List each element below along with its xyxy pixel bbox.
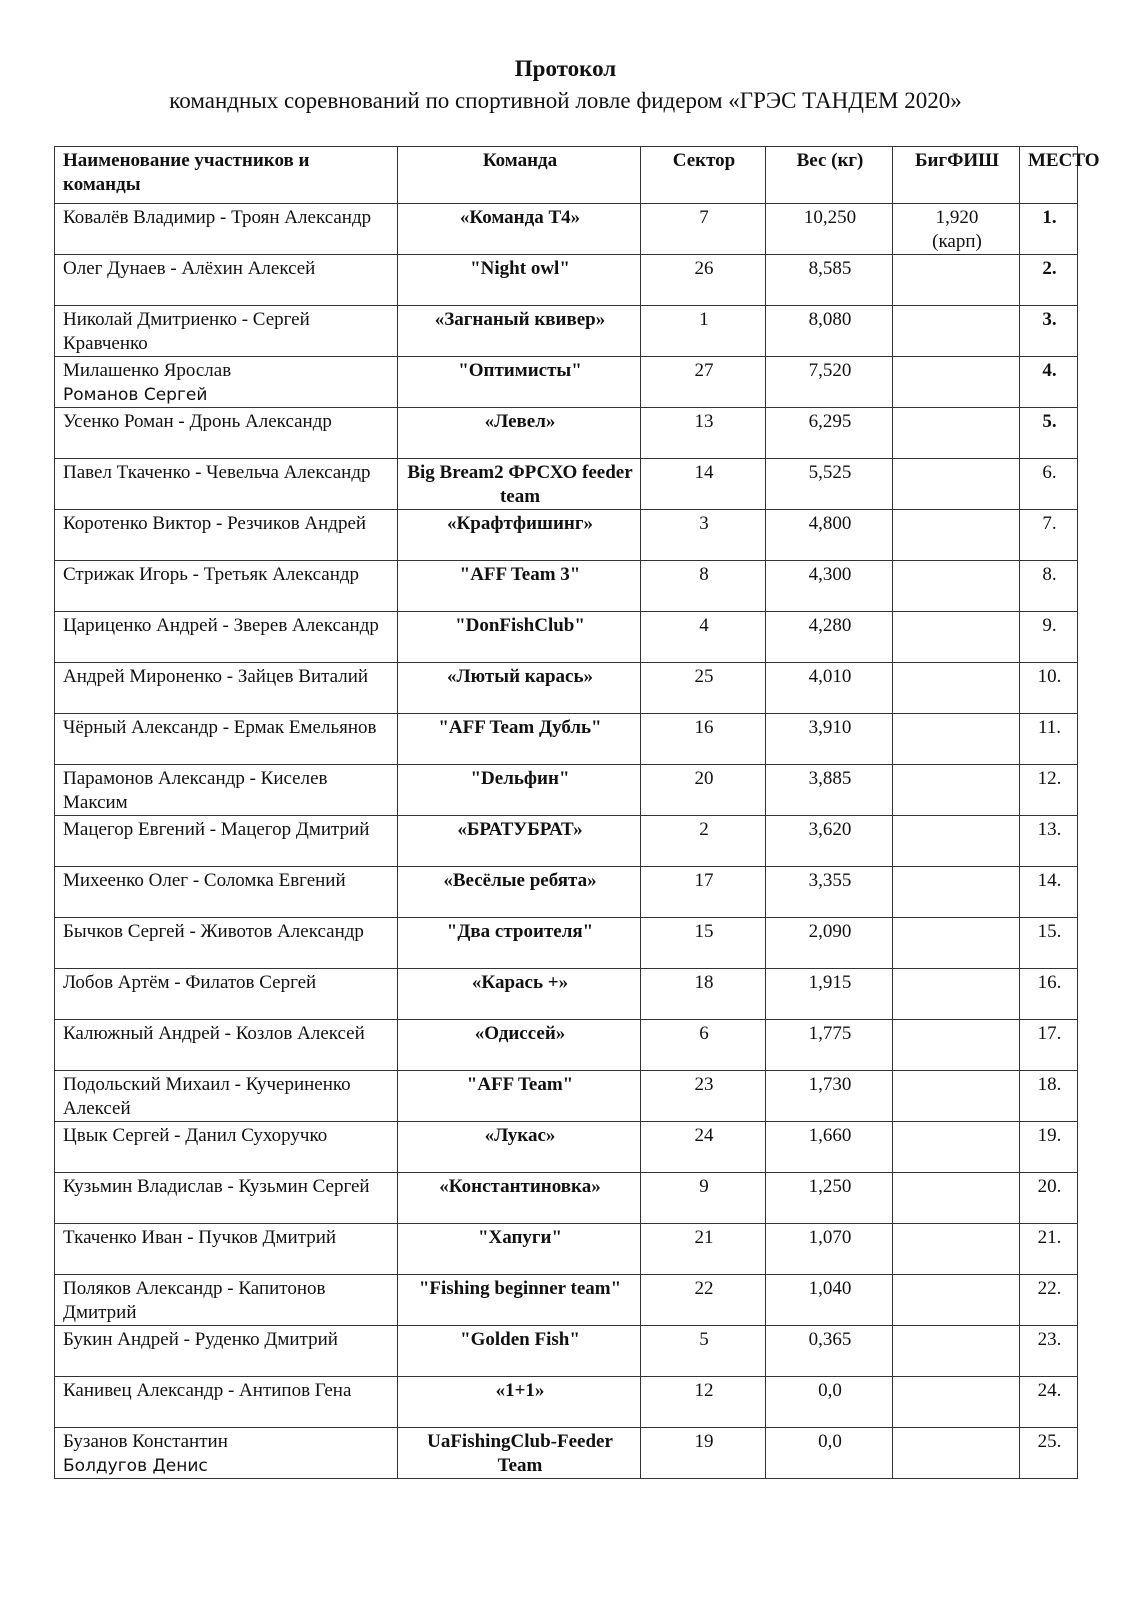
weight-cell: 4,300: [766, 561, 893, 612]
weight-cell: 1,915: [766, 969, 893, 1020]
weight-cell: 1,730: [766, 1071, 893, 1122]
participant-names: Павел Ткаченко - Чевельча Александр: [63, 462, 371, 483]
participants-cell: [55, 459, 398, 510]
participants-cell: [55, 357, 398, 408]
weight-cell: 3,885: [766, 765, 893, 816]
header-place: МЕСТО: [1020, 147, 1078, 204]
bigfish-cell: [893, 816, 1020, 867]
sector-cell: 16: [641, 714, 766, 765]
table-row: [55, 1326, 1078, 1377]
sector-cell: 24: [641, 1122, 766, 1173]
place-cell: 6.: [1020, 459, 1078, 510]
table-body: [55, 204, 1078, 1479]
results-table: [54, 146, 1100, 1479]
bigfish-cell: [893, 969, 1020, 1020]
table-row: [55, 204, 1078, 255]
team-cell: «Команда Т4»: [398, 204, 641, 255]
table-row: [55, 765, 1078, 816]
participants-cell: [55, 510, 398, 561]
team-cell: «Левел»: [398, 408, 641, 459]
bigfish-cell: [893, 204, 1020, 255]
participant-names: Цвык Сергей - Данил Сухоручко: [63, 1125, 328, 1146]
sector-cell: 6: [641, 1020, 766, 1071]
participants-cell: [55, 1377, 398, 1428]
bigfish-cell: [893, 1428, 1020, 1479]
participants-cell: [55, 1428, 398, 1479]
participants-cell: [55, 306, 398, 357]
participant-names: Бычков Сергей - Животов Александр: [63, 921, 364, 942]
place-cell: 14.: [1020, 867, 1078, 918]
place-cell: 21.: [1020, 1224, 1078, 1275]
bigfish-cell: [893, 1020, 1020, 1071]
place-cell: 4.: [1020, 357, 1078, 408]
sector-cell: 17: [641, 867, 766, 918]
weight-cell: 8,080: [766, 306, 893, 357]
table-row: [55, 459, 1078, 510]
bigfish-cell: [893, 765, 1020, 816]
sector-cell: 25: [641, 663, 766, 714]
weight-cell: 3,910: [766, 714, 893, 765]
place-cell: 19.: [1020, 1122, 1078, 1173]
header-sector: Сектор: [641, 147, 766, 204]
team-cell: UaFishingClub-Feeder Team: [398, 1428, 641, 1479]
sector-cell: 7: [641, 204, 766, 255]
weight-cell: 2,090: [766, 918, 893, 969]
place-cell: 24.: [1020, 1377, 1078, 1428]
place-cell: 17.: [1020, 1020, 1078, 1071]
participant-names: Усенко Роман - Дронь Александр: [63, 411, 332, 432]
table-row: [55, 918, 1078, 969]
place-cell: 16.: [1020, 969, 1078, 1020]
participants-cell: [55, 408, 398, 459]
sector-cell: 26: [641, 255, 766, 306]
participant-names: Кузьмин Владислав - Кузьмин Сергей: [63, 1176, 370, 1197]
participant-names: Коротенко Виктор - Резчиков Андрей: [63, 513, 367, 534]
participant-names: Николай Дмитриенко - Сергей Кравченко: [63, 309, 310, 354]
sector-cell: 5: [641, 1326, 766, 1377]
sector-cell: 2: [641, 816, 766, 867]
table-row: [55, 1224, 1078, 1275]
place-cell: 3.: [1020, 306, 1078, 357]
team-cell: Big Bream2 ФРСХО feeder team: [398, 459, 641, 510]
participant-names: Канивец Александр - Антипов Гена: [63, 1380, 352, 1401]
bigfish-note: (карп): [932, 231, 982, 252]
sector-cell: 15: [641, 918, 766, 969]
sector-cell: 4: [641, 612, 766, 663]
table-row: [55, 714, 1078, 765]
place-cell: 22.: [1020, 1275, 1078, 1326]
weight-cell: 4,800: [766, 510, 893, 561]
sector-cell: 23: [641, 1071, 766, 1122]
team-cell: «1+1»: [398, 1377, 641, 1428]
participants-cell: [55, 1122, 398, 1173]
participant-names: Лобов Артём - Филатов Сергей: [63, 972, 317, 993]
place-cell: 9.: [1020, 612, 1078, 663]
table-row: [55, 1173, 1078, 1224]
table-row: [55, 867, 1078, 918]
bigfish-cell: [893, 1173, 1020, 1224]
sector-cell: 20: [641, 765, 766, 816]
participants-cell: [55, 714, 398, 765]
weight-cell: 4,010: [766, 663, 893, 714]
sector-cell: 27: [641, 357, 766, 408]
participant-second-name: Романов Сергей: [63, 385, 208, 405]
participant-names: Ковалёв Владимир - Троян Александр: [63, 207, 372, 228]
header-participants: Наименование участников и команды: [55, 147, 398, 204]
table-row: [55, 408, 1078, 459]
place-cell: 1.: [1020, 204, 1078, 255]
participants-cell: [55, 561, 398, 612]
header-weight: Вес (кг): [766, 147, 893, 204]
weight-cell: 4,280: [766, 612, 893, 663]
place-cell: 20.: [1020, 1173, 1078, 1224]
table-row: [55, 306, 1078, 357]
table-row: [55, 969, 1078, 1020]
participants-cell: [55, 255, 398, 306]
participant-names: Цариценко Андрей - Зверев Александр: [63, 615, 379, 636]
bigfish-cell: [893, 255, 1020, 306]
participants-cell: [55, 1275, 398, 1326]
sector-cell: 13: [641, 408, 766, 459]
participant-names: Милашенко Ярослав: [63, 360, 232, 381]
sector-cell: 22: [641, 1275, 766, 1326]
table-row: [55, 1122, 1078, 1173]
table-row: [55, 1020, 1078, 1071]
participants-cell: [55, 765, 398, 816]
weight-cell: 1,070: [766, 1224, 893, 1275]
team-cell: "Night owl": [398, 255, 641, 306]
weight-cell: 1,040: [766, 1275, 893, 1326]
place-cell: 25.: [1020, 1428, 1078, 1479]
weight-cell: 0,0: [766, 1377, 893, 1428]
participant-names: Калюжный Андрей - Козлов Алексей: [63, 1023, 365, 1044]
table-row: [55, 1377, 1078, 1428]
table-row: [55, 1428, 1078, 1479]
bigfish-cell: [893, 1224, 1020, 1275]
participants-cell: [55, 867, 398, 918]
bigfish-cell: [893, 1326, 1020, 1377]
team-cell: "Fishing beginner team": [398, 1275, 641, 1326]
place-cell: 5.: [1020, 408, 1078, 459]
sector-cell: 14: [641, 459, 766, 510]
bigfish-cell: [893, 510, 1020, 561]
bigfish-cell: [893, 918, 1020, 969]
participant-second-name: Болдугов Денис: [63, 1456, 208, 1476]
team-cell: «Лукас»: [398, 1122, 641, 1173]
team-cell: «Одиссей»: [398, 1020, 641, 1071]
weight-cell: 0,365: [766, 1326, 893, 1377]
participant-names: Олег Дунаев - Алёхин Алексей: [63, 258, 316, 279]
participant-names: Подольский Михаил - Кучериненко Алексей: [63, 1074, 351, 1119]
document-title: Протокол: [514, 56, 617, 81]
place-cell: 8.: [1020, 561, 1078, 612]
participant-names: Стрижак Игорь - Третьяк Александр: [63, 564, 360, 585]
participant-names: Поляков Александр - Капитонов Дмитрий: [63, 1278, 326, 1323]
weight-cell: 10,250: [766, 204, 893, 255]
team-cell: «Загнаный квивер»: [398, 306, 641, 357]
participant-names: Чёрный Александр - Ермак Емельянов: [63, 717, 377, 738]
participants-cell: [55, 1326, 398, 1377]
participants-cell: [55, 612, 398, 663]
participants-cell: [55, 663, 398, 714]
sector-cell: 12: [641, 1377, 766, 1428]
team-cell: "Оптимисты": [398, 357, 641, 408]
table-row: [55, 612, 1078, 663]
table-header-row: [55, 147, 1078, 204]
team-cell: "Хапуги": [398, 1224, 641, 1275]
bigfish-cell: [893, 408, 1020, 459]
table-row: [55, 663, 1078, 714]
place-cell: 18.: [1020, 1071, 1078, 1122]
team-cell: «Лютый карась»: [398, 663, 641, 714]
bigfish-cell: [893, 1122, 1020, 1173]
weight-cell: 1,775: [766, 1020, 893, 1071]
weight-cell: 1,250: [766, 1173, 893, 1224]
participants-cell: [55, 918, 398, 969]
participant-names: Парамонов Александр - Киселев Максим: [63, 768, 328, 813]
weight-cell: 5,525: [766, 459, 893, 510]
sector-cell: 21: [641, 1224, 766, 1275]
document-subtitle: командных соревнований по спортивной ловле фидером «ГРЭС ТАНДЕМ 2020»: [169, 88, 962, 113]
weight-cell: 8,585: [766, 255, 893, 306]
team-cell: "Golden Fish": [398, 1326, 641, 1377]
participants-cell: [55, 816, 398, 867]
place-cell: 10.: [1020, 663, 1078, 714]
weight-cell: 0,0: [766, 1428, 893, 1479]
bigfish-cell: [893, 357, 1020, 408]
team-cell: "Два строителя": [398, 918, 641, 969]
place-cell: 11.: [1020, 714, 1078, 765]
team-cell: «Крафтфишинг»: [398, 510, 641, 561]
sector-cell: 3: [641, 510, 766, 561]
participant-names: Бузанов Константин: [63, 1431, 228, 1452]
table-row: [55, 1071, 1078, 1122]
sector-cell: 19: [641, 1428, 766, 1479]
header-bigfish: БигФИШ: [893, 147, 1020, 204]
weight-cell: 3,355: [766, 867, 893, 918]
participants-cell: [55, 1173, 398, 1224]
table-row: [55, 816, 1078, 867]
participant-names: Андрей Мироненко - Зайцев Виталий: [63, 666, 369, 687]
bigfish-cell: [893, 1377, 1020, 1428]
place-cell: 12.: [1020, 765, 1078, 816]
participant-names: Михеенко Олег - Соломка Евгений: [63, 870, 346, 891]
bigfish-value: 1,920: [935, 207, 979, 228]
sector-cell: 1: [641, 306, 766, 357]
team-cell: «Константиновка»: [398, 1173, 641, 1224]
weight-cell: 7,520: [766, 357, 893, 408]
sector-cell: 9: [641, 1173, 766, 1224]
participant-names: Ткаченко Иван - Пучков Дмитрий: [63, 1227, 337, 1248]
header-team: Команда: [398, 147, 641, 204]
participants-cell: [55, 1020, 398, 1071]
bigfish-cell: [893, 459, 1020, 510]
weight-cell: 1,660: [766, 1122, 893, 1173]
bigfish-cell: [893, 663, 1020, 714]
place-cell: 2.: [1020, 255, 1078, 306]
sector-cell: 8: [641, 561, 766, 612]
table-row: [55, 357, 1078, 408]
team-cell: "Dельфин": [398, 765, 641, 816]
bigfish-cell: [893, 714, 1020, 765]
weight-cell: 3,620: [766, 816, 893, 867]
team-cell: «Весёлые ребята»: [398, 867, 641, 918]
team-cell: "AFF Team Дубль": [398, 714, 641, 765]
place-cell: 7.: [1020, 510, 1078, 561]
table-row: [55, 1275, 1078, 1326]
participant-names: Мацегор Евгений - Мацегор Дмитрий: [63, 819, 370, 840]
team-cell: «БРАТУБРАТ»: [398, 816, 641, 867]
bigfish-cell: [893, 612, 1020, 663]
table-row: [55, 510, 1078, 561]
team-cell: «Карась +»: [398, 969, 641, 1020]
participant-names: Букин Андрей - Руденко Дмитрий: [63, 1329, 338, 1350]
bigfish-cell: [893, 1071, 1020, 1122]
bigfish-cell: [893, 306, 1020, 357]
place-cell: 23.: [1020, 1326, 1078, 1377]
table-row: [55, 561, 1078, 612]
bigfish-cell: [893, 867, 1020, 918]
participants-cell: [55, 1224, 398, 1275]
team-cell: "AFF Team": [398, 1071, 641, 1122]
table-row: [55, 255, 1078, 306]
weight-cell: 6,295: [766, 408, 893, 459]
participants-cell: [55, 1071, 398, 1122]
bigfish-cell: [893, 561, 1020, 612]
bigfish-cell: [893, 1275, 1020, 1326]
place-cell: 13.: [1020, 816, 1078, 867]
team-cell: "DonFishClub": [398, 612, 641, 663]
participants-cell: [55, 204, 398, 255]
participants-cell: [55, 969, 398, 1020]
place-cell: 15.: [1020, 918, 1078, 969]
sector-cell: 18: [641, 969, 766, 1020]
team-cell: "AFF Team 3": [398, 561, 641, 612]
